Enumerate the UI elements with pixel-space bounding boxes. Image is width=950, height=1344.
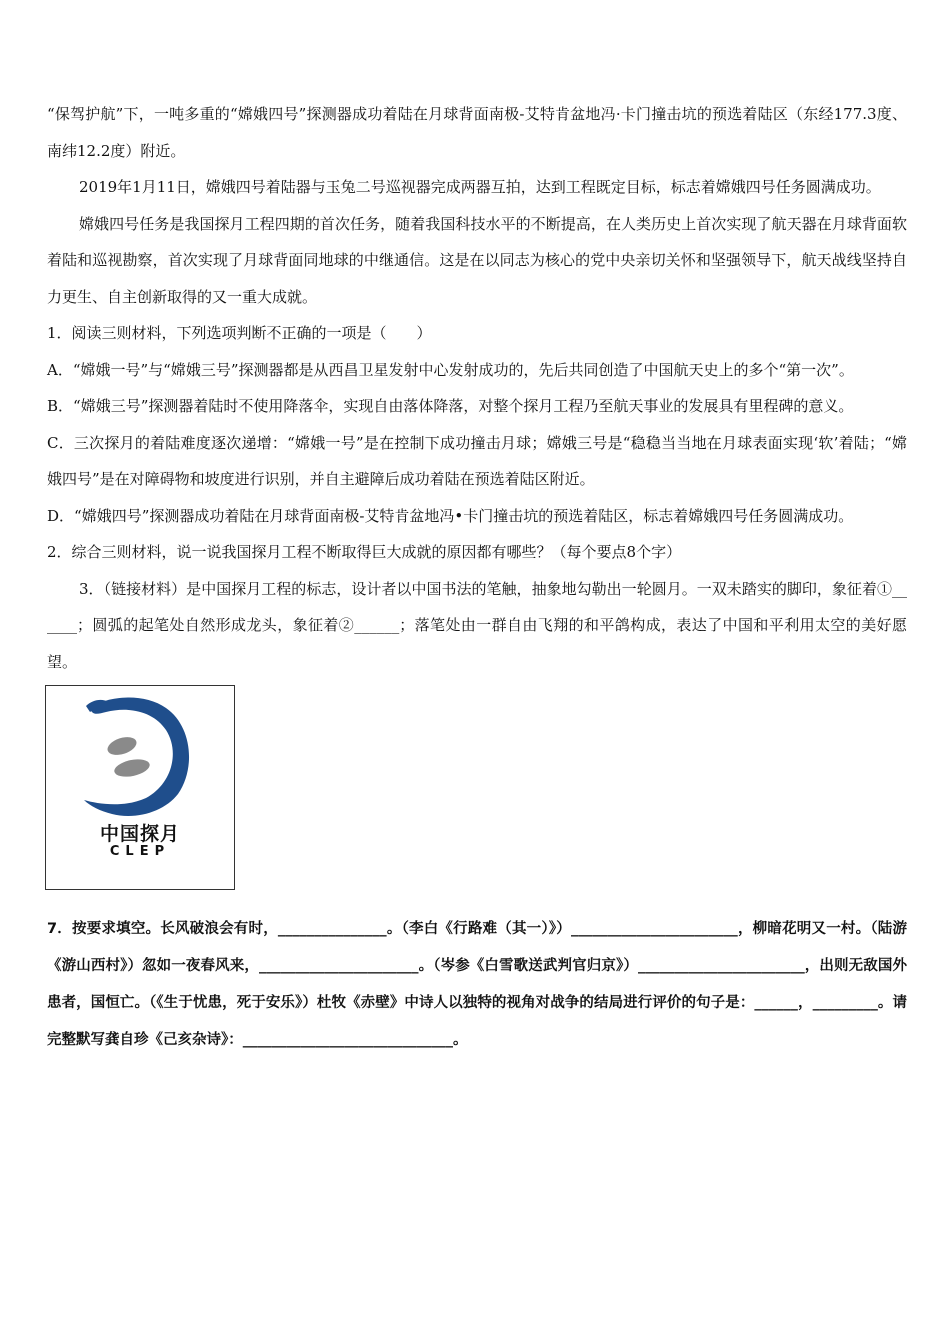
logo-text-en: CLEP (109, 844, 171, 859)
logo-text-cn: 中国探月 (99, 823, 180, 845)
document-page (47, 96, 907, 1059)
question-7: 7．按要求填空。长风破浪会有时，_______________。（李白《行路难（其一）》）_______________________，柳暗花明又一村。（陆游《游山西村》）忽如一夜春风来，______________________。（岑参《白雪歌送武判官归京》）_______________________，出则无敌国外患者，国恒亡。（《生于忧患，死于安乐》）杜牧《赤壁》中诗人以独特的视角对战争的结局进行评价的句子是：______，_________。请完整默写龚自珍《己亥杂诗》：_____________________________。 (47, 921, 907, 1048)
question-3: 3．（链接材料）是中国探月工程的标志，设计者以中国书法的笔触，抽象地勾勒出一轮圆月。一双未踏实的脚印，象征着①______；圆弧的起笔处自然形成龙头，象征着②______；落笔处由一群自由飞翔的和平鸽构成，表达了中国和平利用太空的美好愿望。 (47, 579, 907, 671)
question-7-block (47, 911, 907, 1059)
question-1-option-a: A．“嫦娥一号”与“嫦娥三号”探测器都是从西昌卫星发射中心发射成功的，先后共同创造了中国航天史上的多个“第一次”。 (47, 360, 854, 379)
logo-footprint-1 (105, 734, 138, 758)
paragraph-material-3b: 嫦娥四号任务是我国探月工程四期的首次任务，随着我国科技水平的不断提高，在人类历史上首次实现了航天器在月球背面软着陆和巡视勘察，首次实现了月球背面同地球的中继通信。这是在以同志为核心的党中央亲切关怀和坚强领导下，航天战线坚持自力更生、自主创新取得的又一重大成就。 (47, 214, 907, 306)
paragraph-material-2-end: “保驾护航”下，一吨多重的“嫦娥四号”探测器成功着陆在月球背面南极-艾特肯盆地冯·卡门撞击坑的预选着陆区（东经177.3度、南纬12.2度）附近。 (47, 105, 907, 160)
question-1-stem: 1．阅读三则材料，下列选项判断不正确的一项是（ ） (47, 324, 432, 342)
logo-footprint-2 (113, 756, 152, 779)
paragraph-material-3a: 2019年1月11日，嫦娥四号着陆器与玉兔二号巡视器完成两器互拍，达到工程既定目标，标志着嫦娥四号任务圆满成功。 (79, 178, 881, 196)
question-1-option-c: C．三次探月的着陆难度逐次递增：“嫦娥一号”是在控制下成功撞击月球；嫦娥三号是“稳稳当当地在月球表面实现‘软’着陆；“嫦娥四号”是在对障碍物和坡度进行识别，并自主避障后成功着陆在预选着陆区附近。 (47, 433, 907, 488)
question-1-option-d: D．“嫦娥四号”探测器成功着陆在月球背面南极-艾特肯盆地冯•卡门撞击坑的预选着陆区，标志着嫦娥四号任务圆满成功。 (47, 506, 854, 525)
question-1-option-b: B．“嫦娥三号”探测器着陆时不使用降落伞，实现自由落体降落，对整个探月工程乃至航天事业的发展具有里程碑的意义。 (47, 397, 854, 415)
question-2: 2．综合三则材料，说一说我国探月工程不断取得巨大成就的原因都有哪些？（每个要点8个字） (47, 543, 682, 561)
logo-crescent-stroke (84, 697, 189, 816)
clep-logo-image (45, 685, 235, 890)
